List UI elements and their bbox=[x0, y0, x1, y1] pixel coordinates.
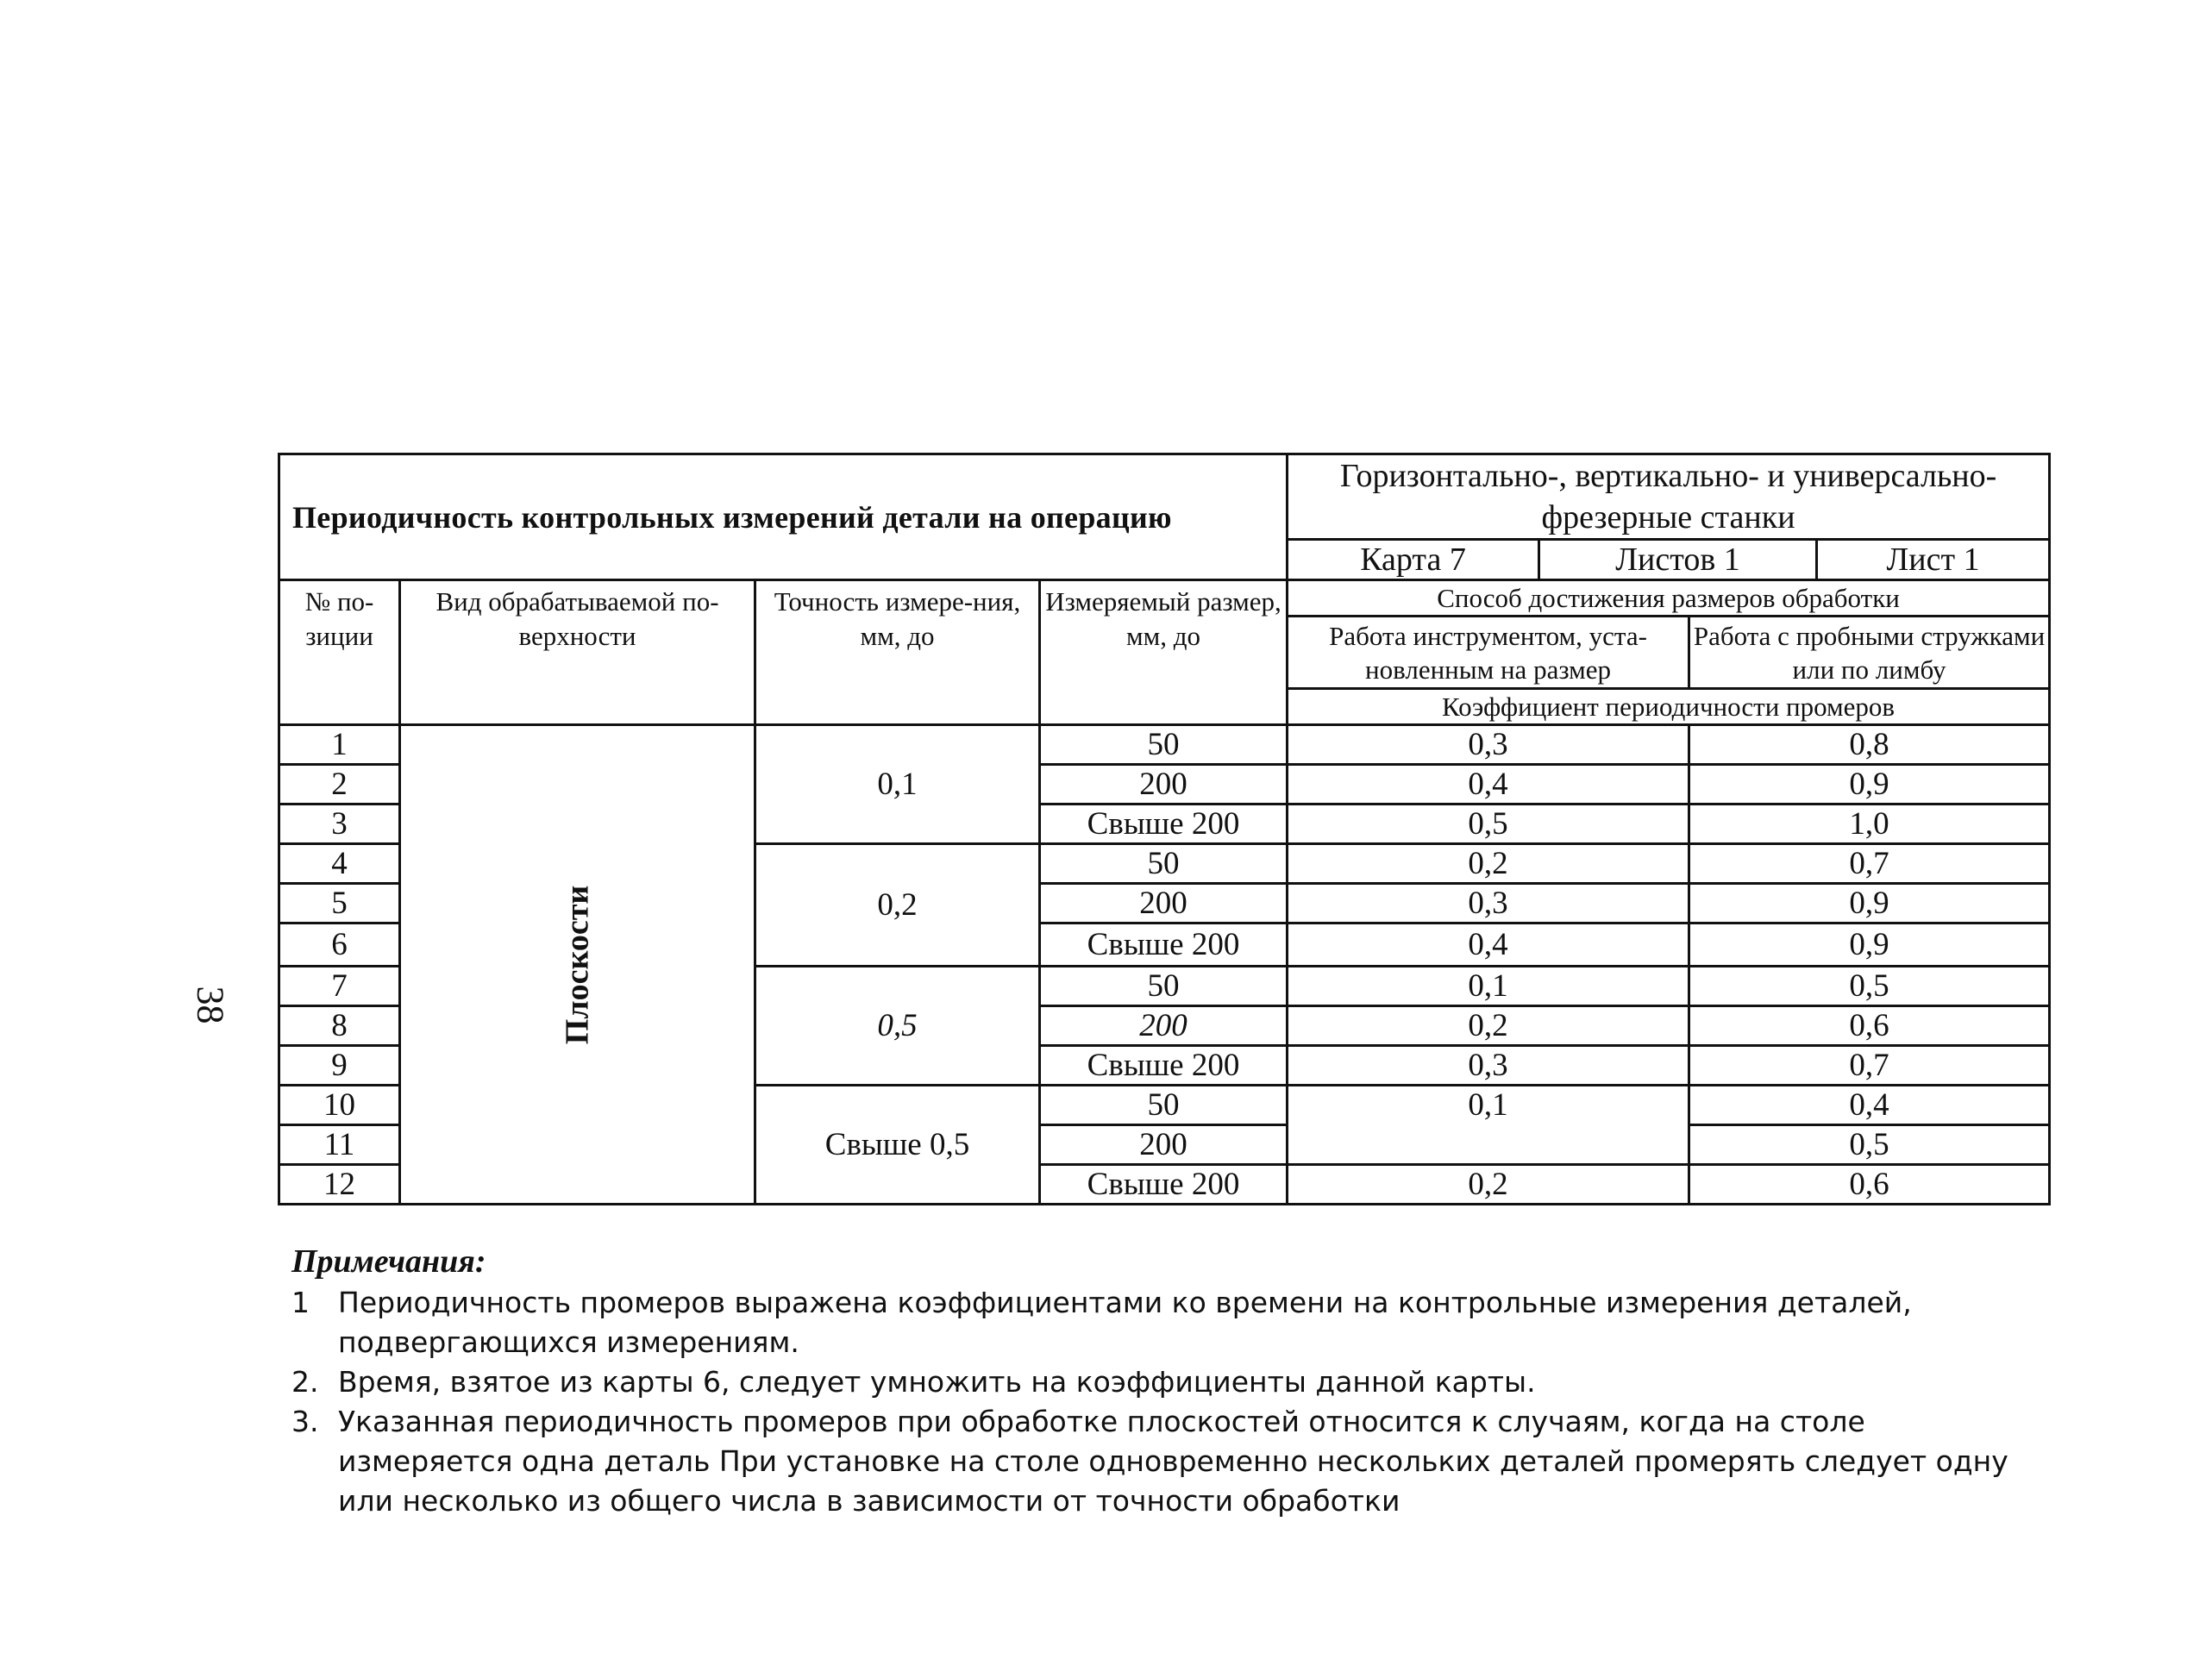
cell-coef-preset: 0,2 bbox=[1288, 1165, 1689, 1205]
note-number: 3. bbox=[291, 1405, 319, 1438]
sheet-label: Лист 1 bbox=[1817, 540, 2050, 580]
cell-size: 50 bbox=[1040, 725, 1288, 765]
coefficient-table bbox=[278, 453, 2051, 1205]
notes-block bbox=[291, 1242, 2016, 1521]
cell-size: Свыше 200 bbox=[1040, 805, 1288, 844]
cell-accuracy: Свыше 0,5 bbox=[755, 1086, 1040, 1205]
card-label: Карта 7 bbox=[1288, 540, 1539, 580]
header-size: Измеряемый размер, мм, до bbox=[1040, 580, 1288, 725]
note-number: 2. bbox=[291, 1365, 319, 1399]
surface-label: Плоскости bbox=[559, 885, 596, 1044]
note-text: Периодичность промеров выражена коэффициентами ко времени на контрольные измерения деталей, подвергающихся измерениям. bbox=[338, 1286, 1912, 1359]
cell-coef-preset: 0,5 bbox=[1288, 805, 1689, 844]
cell-position: 5 bbox=[279, 884, 400, 924]
cell-position: 7 bbox=[279, 967, 400, 1006]
header-position: № по-зиции bbox=[279, 580, 400, 725]
machine-group: Горизонтально-, вертикально- и универсально-фрезерные станки bbox=[1288, 454, 2050, 540]
cell-size: 50 bbox=[1040, 967, 1288, 1006]
cell-position: 6 bbox=[279, 924, 400, 967]
note-text: Время, взятое из карты 6, следует умножить на коэффициенты данной карты. bbox=[338, 1365, 1536, 1399]
cell-coef-trial: 0,5 bbox=[1689, 967, 2050, 1006]
cell-coef-preset: 0,3 bbox=[1288, 725, 1689, 765]
cell-surface bbox=[400, 725, 755, 1205]
cell-coef-trial: 1,0 bbox=[1689, 805, 2050, 844]
cell-size: 200 bbox=[1040, 884, 1288, 924]
cell-position: 11 bbox=[279, 1125, 400, 1165]
cell-position: 2 bbox=[279, 765, 400, 805]
cell-accuracy: 0,2 bbox=[755, 844, 1040, 967]
cell-coef-preset: 0,3 bbox=[1288, 884, 1689, 924]
cell-coef-trial: 0,9 bbox=[1689, 765, 2050, 805]
cell-coef-preset: 0,1 bbox=[1288, 1086, 1689, 1165]
cell-coef-preset: 0,2 bbox=[1288, 844, 1689, 884]
cell-size: Свыше 200 bbox=[1040, 924, 1288, 967]
cell-size: 200 bbox=[1040, 1006, 1288, 1046]
cell-position: 4 bbox=[279, 844, 400, 884]
notes-title: Примечания: bbox=[291, 1243, 486, 1280]
cell-position: 9 bbox=[279, 1046, 400, 1086]
cell-coef-preset: 0,4 bbox=[1288, 924, 1689, 967]
table-title: Периодичность контрольных измерений детали на операцию bbox=[279, 454, 1288, 580]
cell-coef-trial: 0,5 bbox=[1689, 1125, 2050, 1165]
cell-position: 8 bbox=[279, 1006, 400, 1046]
header-coefficient: Коэффициент периодичности промеров bbox=[1288, 689, 2050, 725]
cell-size: 200 bbox=[1040, 1125, 1288, 1165]
cell-position: 3 bbox=[279, 805, 400, 844]
cell-accuracy: 0,1 bbox=[755, 725, 1040, 844]
cell-coef-trial: 0,6 bbox=[1689, 1006, 2050, 1046]
cell-coef-trial: 0,7 bbox=[1689, 1046, 2050, 1086]
note-number: 1 bbox=[291, 1286, 310, 1319]
note-text: Указанная периодичность промеров при обработке плоскостей относится к случаям, когда на столе измеряется одна деталь При установке на столе одновременно нескольких деталей промерять следует одну или несколько из общего числа в зависимости от точности обработки bbox=[338, 1405, 2008, 1518]
page-number: 38 bbox=[189, 986, 232, 1024]
header-method: Способ достижения размеров обработки bbox=[1288, 580, 2050, 617]
cell-coef-trial: 0,9 bbox=[1689, 884, 2050, 924]
cell-position: 10 bbox=[279, 1086, 400, 1125]
cell-position: 12 bbox=[279, 1165, 400, 1205]
cell-coef-trial: 0,4 bbox=[1689, 1086, 2050, 1125]
cell-coef-trial: 0,7 bbox=[1689, 844, 2050, 884]
cell-size: 50 bbox=[1040, 844, 1288, 884]
cell-position: 1 bbox=[279, 725, 400, 765]
header-method-trial: Работа с пробными стружками или по лимбу bbox=[1689, 617, 2050, 689]
sheets-total: Листов 1 bbox=[1539, 540, 1817, 580]
header-accuracy: Точность измере-ния, мм, до bbox=[755, 580, 1040, 725]
cell-size: Свыше 200 bbox=[1040, 1165, 1288, 1205]
cell-coef-preset: 0,3 bbox=[1288, 1046, 1689, 1086]
cell-coef-trial: 0,8 bbox=[1689, 725, 2050, 765]
cell-coef-trial: 0,6 bbox=[1689, 1165, 2050, 1205]
cell-coef-preset: 0,1 bbox=[1288, 967, 1689, 1006]
cell-size: Свыше 200 bbox=[1040, 1046, 1288, 1086]
note-item bbox=[291, 1402, 2016, 1521]
header-surface: Вид обрабатываемой по-верхности bbox=[400, 580, 755, 725]
header-method-preset: Работа инструментом, уста-новленным на размер bbox=[1288, 617, 1689, 689]
table-row bbox=[279, 725, 2050, 765]
cell-accuracy: 0,5 bbox=[755, 967, 1040, 1086]
note-item bbox=[291, 1362, 2016, 1402]
cell-coef-preset: 0,4 bbox=[1288, 765, 1689, 805]
cell-size: 200 bbox=[1040, 765, 1288, 805]
note-item bbox=[291, 1283, 2016, 1362]
cell-size: 50 bbox=[1040, 1086, 1288, 1125]
cell-coef-preset: 0,2 bbox=[1288, 1006, 1689, 1046]
cell-coef-trial: 0,9 bbox=[1689, 924, 2050, 967]
